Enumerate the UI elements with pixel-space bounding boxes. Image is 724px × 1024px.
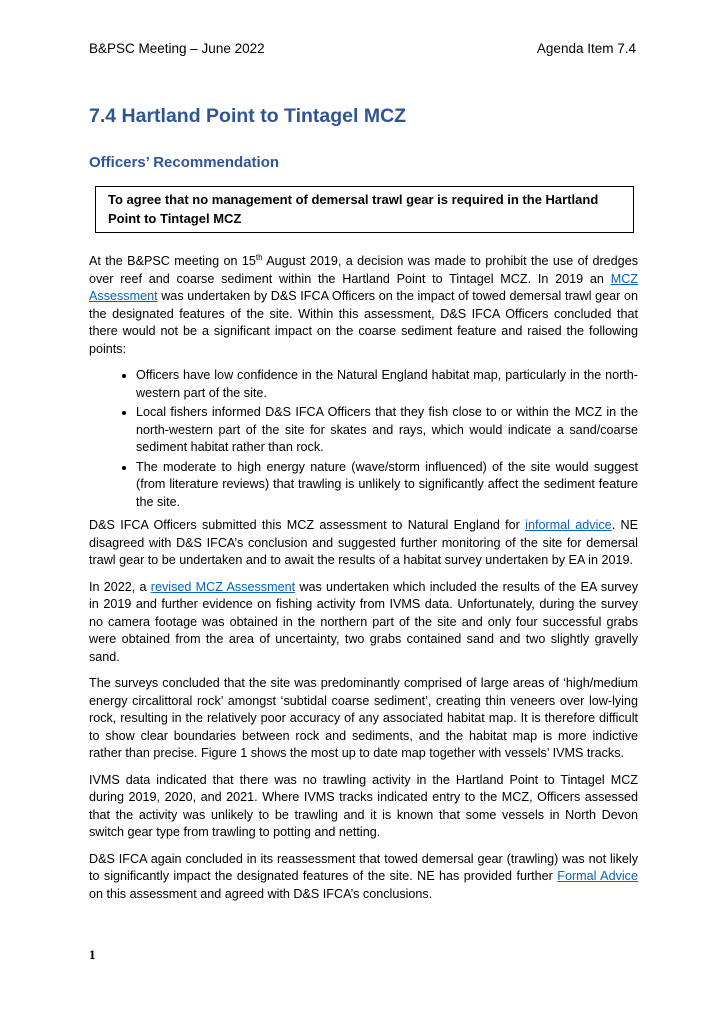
header-agenda-item: Agenda Item 7.4 <box>536 41 636 56</box>
paragraph-6 <box>89 851 638 904</box>
list-item: • Officers have low confidence in the Natural England habitat map, particularly in the north-western part of the site. <box>136 367 638 402</box>
formal-advice-link[interactable]: Formal Advice <box>557 869 638 883</box>
recommendation-text: To agree that no management of demersal trawl gear is required in the Hartland Point to Tintagel MCZ <box>108 192 599 226</box>
p2-text-a: D&S IFCA Officers submitted this MCZ assessment to Natural England for <box>89 518 526 532</box>
list-item: • The moderate to high energy nature (wave/storm influenced) of the site would suggest (from literature reviews) that trawling is unlikely to significantly affect the sediment feature the site. <box>136 459 638 512</box>
p1-text-b: August 2019, a decision was made to prohibit the use of dredges over reef and coarse sediment within the Hartland Point to Tintagel MCZ. In 2019 an <box>89 254 638 286</box>
p2-text-b: . NE disagreed with D&S IFCA’s conclusion and suggested further monitoring of the site for demersal trawl gear to be undertaken and to await the results of a habitat survey undertaken by EA in 2019. <box>89 518 638 567</box>
p3-text-a: In 2022, a <box>89 579 151 594</box>
p6-text-b: on this assessment and agreed with D&S IFCA’s conclusions. <box>89 886 433 901</box>
list-item: • Local fishers informed D&S IFCA Officers that they fish close to or within the MCZ in the north-western part of the site for skates and rays, which would indicate a sand/coarse sediment habitat rather than rock. <box>136 404 638 457</box>
paragraph-1 <box>89 253 638 358</box>
p1-superscript: th <box>255 252 263 262</box>
p1-text-a: At the B&PSC meeting on 15 <box>89 254 256 268</box>
informal-advice-link[interactable]: informal advice <box>525 518 612 532</box>
paragraph-4: The surveys concluded that the site was predominantly comprised of large areas of ‘high/medium energy circalittoral rock’ amongst ‘subtidal coarse sediment’, creating thin veneers over low-lying rock, resulting in the relatively poor accuracy of any associated habitat map. It is therefore difficult to show clear boundaries between rock and sediments, and the habitat map is more indictive rather than precise. Figure 1 shows the most up to date map together with vessels’ IVMS tracks. <box>89 676 638 760</box>
recommendation-box <box>95 186 634 233</box>
p3-text-b: was undertaken which included the results of the EA survey in 2019 and further evidence on fishing activity from IVMS data. Unfortunately, during the survey no camera footage was obtained in the northern part of the site and only four successful grabs were obtained from the area of uncertainty, two grabs contained sand and two slightly gravelly sand. <box>89 579 638 664</box>
mcz-assessment-link[interactable]: MCZ Assessment <box>89 271 638 303</box>
paragraph-2 <box>89 517 638 570</box>
paragraph-5: IVMS data indicated that there was no trawling activity in the Hartland Point to Tintagel MCZ during 2019, 2020, and 2021. Where IVMS tracks indicated entry to the MCZ, Officers assessed that the activity was unlikely to be trawling and it is known that some vessels in North Devon switch gear type from trawling to potting and netting. <box>89 772 638 839</box>
page-number: 1 <box>89 947 96 962</box>
points-list <box>89 367 638 511</box>
paragraph-3 <box>89 579 638 667</box>
p6-text-a: D&S IFCA again concluded in its reassessment that towed demersal gear (trawling) was not likely to significantly impact the designated features of the site. NE has provided further <box>89 851 638 883</box>
revised-mcz-assessment-link[interactable]: revised MCZ Assessment <box>150 579 296 594</box>
section-heading: Officers’ Recommendation <box>89 154 280 171</box>
header-meeting: B&PSC Meeting – June 2022 <box>89 41 265 56</box>
page-title: 7.4 Hartland Point to Tintagel MCZ <box>89 105 407 127</box>
body-text <box>89 253 638 912</box>
p1-text-c: was undertaken by D&S IFCA Officers on the impact of towed demersal trawl gear on the designated features of the site. Within this assessment, D&S IFCA Officers concluded that there would not be a significant impact on the coarse sediment feature and raised the following points: <box>89 289 638 356</box>
